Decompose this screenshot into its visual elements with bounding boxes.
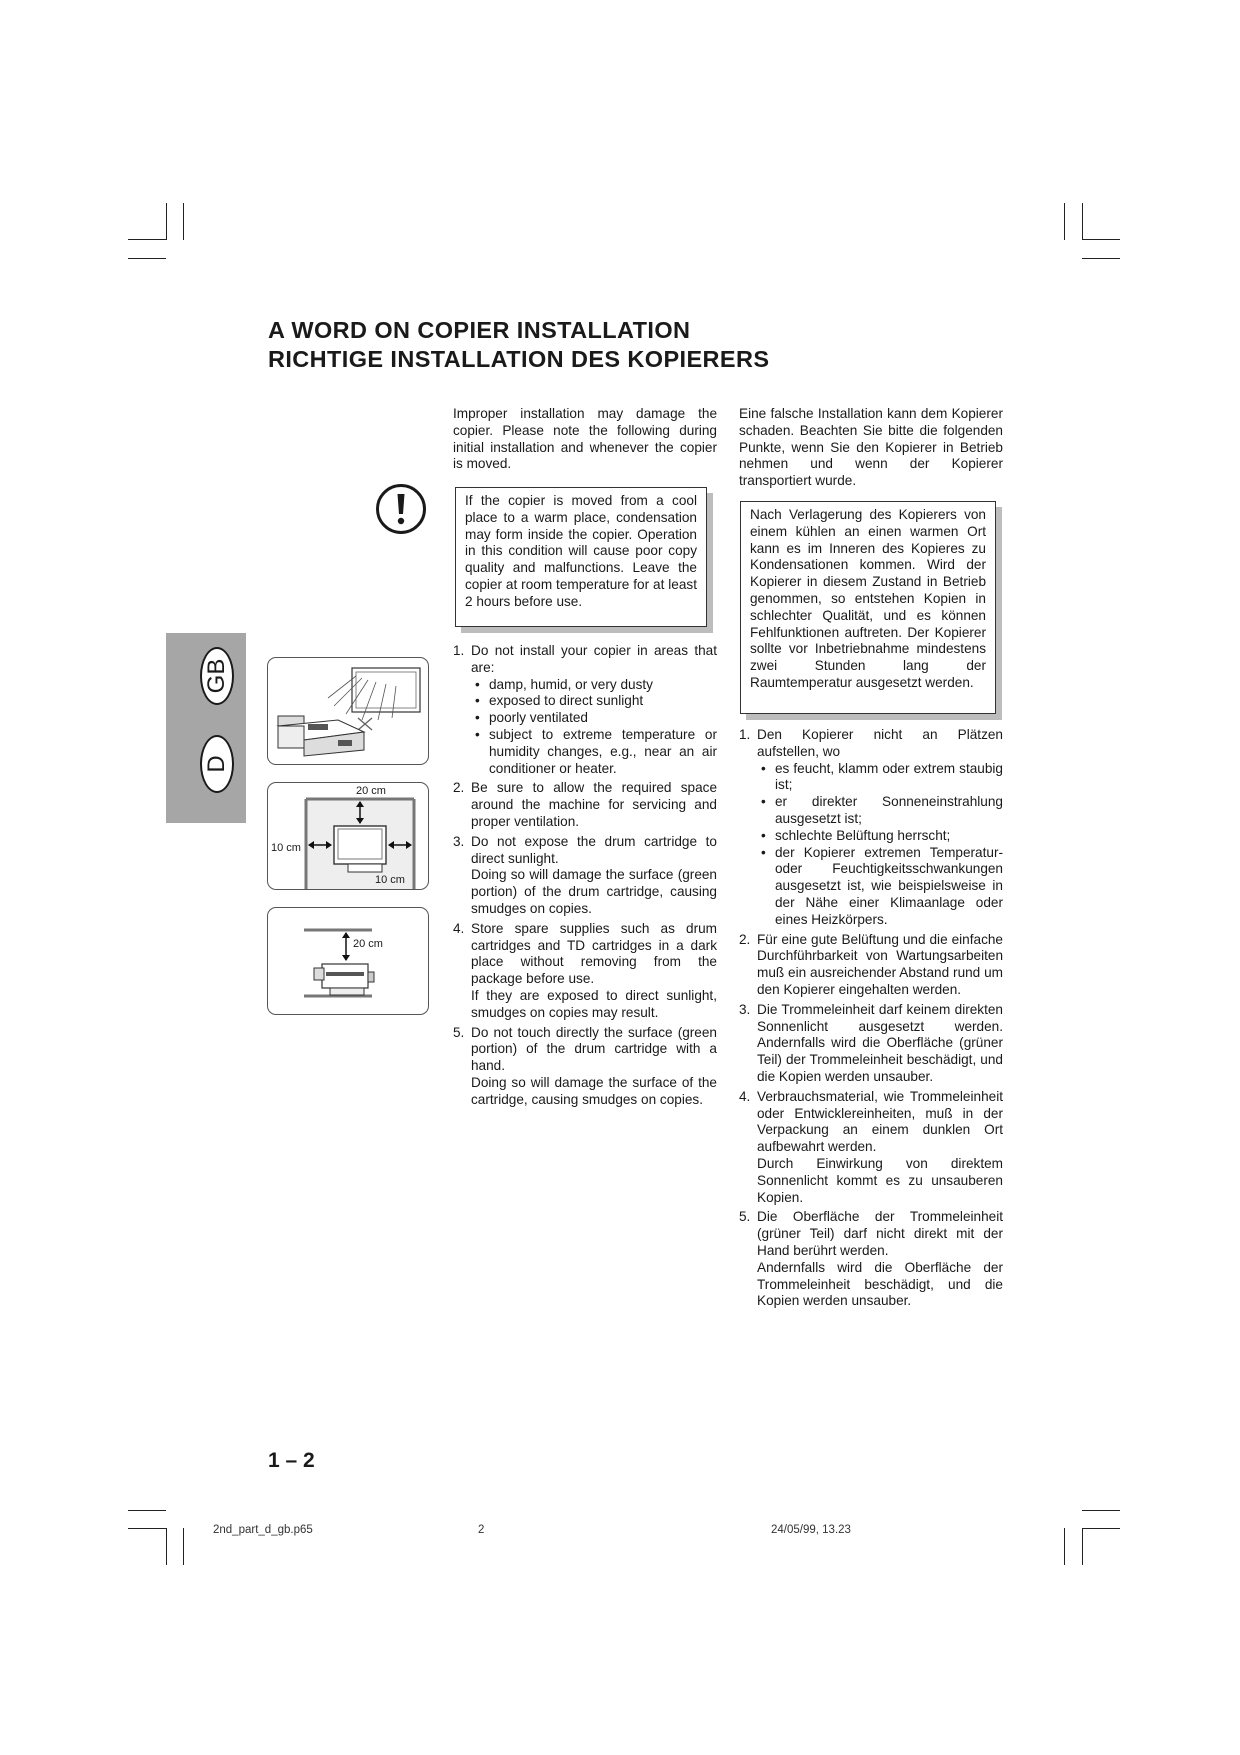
language-oval-d [200, 735, 234, 793]
list-item: • der Kopierer extremen Temperatur- oder Feuchtigkeitsschwankungen ausgesetzt ist, wie beispielsweise in der Nähe einer Klimaanlage oder eines Heizkörpers. [757, 845, 1003, 929]
clearance-top-label: 20 cm [356, 785, 386, 797]
title-english: A WORD ON COPIER INSTALLATION [268, 317, 691, 343]
language-oval-gb [200, 647, 234, 705]
clearance-back-label: 10 cm [375, 874, 405, 886]
figure-clearance-top-view [267, 782, 429, 890]
figure-clearance-side-view [267, 907, 429, 1015]
list-item: 1. Den Kopierer nicht an Plätzen aufstellen, wo • es feucht, klamm oder extrem staubig ist; • er direkter Sonneneinstrahlung ausgesetzt ist; • schlechte Belüftung herrscht; • der Kopierer extremen Temperatur- oder Feuchtigkeitsschwankungen ausgesetzt ist, wie beispielsweise in der Nähe einer Klimaanlage oder eines Heizkörpers. [739, 727, 1003, 929]
english-instructions [453, 643, 717, 1112]
clearance-above-label: 20 cm [353, 938, 383, 950]
language-tab [166, 633, 246, 823]
german-intro [739, 406, 1003, 490]
page-number: 1 – 2 [268, 1449, 315, 1472]
footer-timestamp: 24/05/99, 13.23 [771, 1524, 851, 1536]
clearance-side-view-illustration [268, 908, 428, 1014]
german-condensation-warning [740, 501, 996, 714]
language-label-gb: GB [203, 658, 230, 694]
list-item: 3. Die Trommeleinheit darf keinem direkten Sonnenlicht ausgesetzt werden. Andernfalls wird die Oberfläche (grüner Teil) der Trommeleinheit beschädigt, und die Kopien werden unsauber. [739, 1001, 1003, 1084]
list-item: • er direkter Sonneneinstrahlung ausgesetzt ist; [757, 794, 1003, 828]
footer-filename: 2nd_part_d_gb.p65 [213, 1524, 313, 1536]
list-item: 5. Die Oberfläche der Trommeleinheit (grüner Teil) darf nicht direkt mit der Hand berührt werden. Andernfalls wird die Oberfläche der Trommeleinheit beschädigt, und die Kopien werden unsauber. [739, 1209, 1003, 1309]
footer-page: 2 [478, 1524, 485, 1536]
list-item: 2. Für eine gute Belüftung und die einfache Durchführbarkeit von Wartungsarbeiten muß ein ausreichender Abstand rund um den Kopierer eingehalten werden. [739, 931, 1003, 997]
list-item: 3. Do not expose the drum cartridge to direct sunlight. Doing so will damage the surface (green portion) of the drum cartridge, causing smudges on copies. [453, 833, 717, 916]
language-label-d: D [203, 755, 230, 773]
english-intro [453, 406, 717, 473]
list-item: • schlechte Belüftung herrscht; [757, 828, 1003, 845]
list-item: • exposed to direct sunlight [471, 693, 717, 710]
page-title [268, 316, 769, 374]
figure-sunlight-window [267, 657, 429, 765]
german-instruction-list [739, 727, 1003, 1310]
list-item: • es feucht, klamm oder extrem staubig ist; [757, 761, 1003, 795]
english-intro-text: Improper installation may damage the copier. Please note the following during initial installation and whenever the copier is moved. [453, 406, 717, 472]
list-item: • subject to extreme temperature or humidity changes, e.g., near an air conditioner or heater. [471, 727, 717, 777]
list-item: 1. Do not install your copier in areas that are: • damp, humid, or very dusty • exposed to direct sunlight • poorly ventilated • subject to extreme temperature or humidity changes, e.g., near an air conditioner or heater. [453, 643, 717, 777]
english-warning-text: If the copier is moved from a cool place to a warm place, condensation may form inside the copier. Operation in this condition will cause poor copy quality and malfunctions. Leave the copier at room temperature for at least 2 hours before use. [465, 493, 697, 609]
german-intro-text: Eine falsche Installation kann dem Kopierer schaden. Beachten Sie bitte die folgenden Punkte, wenn Sie den Kopierer in Betrieb nehmen und wenn der Kopierer transportiert wurde. [739, 406, 1003, 489]
english-conditions-list [471, 677, 717, 778]
list-item: • poorly ventilated [471, 710, 717, 727]
german-instructions [739, 727, 1003, 1313]
german-warning-text: Nach Verlagerung des Kopierers von einem kühlen an einen warmen Ort kann es im Inneren des Kopieres zu Kondensationen kommen. Wird der Kopierer in diesem Zustand in Betrieb genommen, so entstehen Kopien in schlechter Qualität, und es können Fehlfunktionen auftreten. Der Kopierer sollte vor Inbetriebnahme mindestens zwei Stunden lang der Raumtemperatur ausgesetzt werden. [750, 507, 986, 690]
copier-near-window-illustration [268, 658, 428, 764]
list-item: • damp, humid, or very dusty [471, 677, 717, 694]
german-conditions-list [757, 761, 1003, 929]
english-instruction-list [453, 643, 717, 1109]
list-item: 2. Be sure to allow the required space around the machine for servicing and proper ventilation. [453, 780, 717, 829]
english-condensation-warning [455, 487, 707, 627]
list-item: 5. Do not touch directly the surface (green portion) of the drum cartridge with a hand. Doing so will damage the surface of the cartridge, causing smudges on copies. [453, 1024, 717, 1107]
clearance-side-label: 10 cm [271, 842, 301, 854]
caution-icon [375, 483, 427, 535]
list-item: 4. Verbrauchsmaterial, wie Trommeleinheit oder Entwicklereinheiten, muß in der Verpackung an einem dunklen Ort aufbewahrt werden. Durch Einwirkung von direktem Sonnenlicht kommt es zu unsauberen Kopien. [739, 1088, 1003, 1205]
title-german: RICHTIGE INSTALLATION DES KOPIERERS [268, 346, 770, 372]
list-item: 4. Store spare supplies such as drum cartridges and TD cartridges in a dark place without removing from the package before use. If they are exposed to direct sunlight, smudges on copies may result. [453, 920, 717, 1020]
